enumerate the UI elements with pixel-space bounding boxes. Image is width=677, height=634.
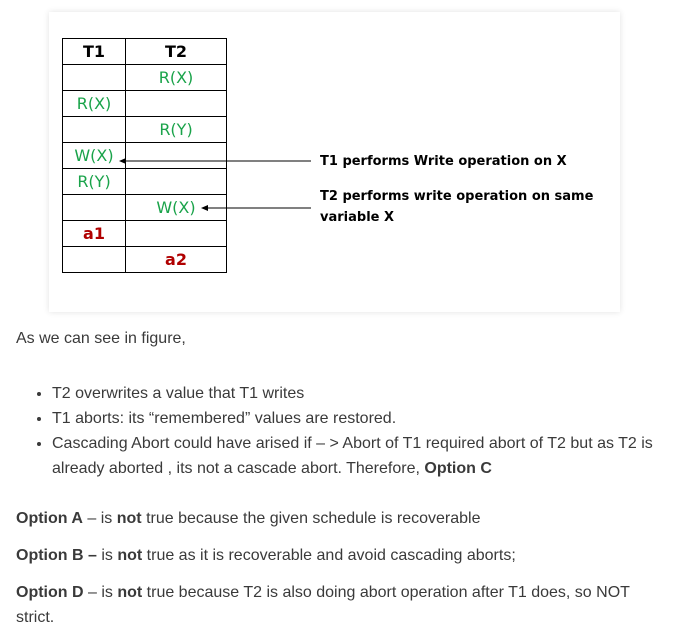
option-b-sep: is [96,547,118,564]
bullet-text: T1 aborts: its “remembered” values are restored. [52,410,397,427]
cell-t1: R(Y) [63,169,126,195]
cell-t1: R(X) [63,91,126,117]
list-item [52,406,672,431]
option-d-sep: – is [83,584,118,601]
cell-t2: a2 [126,247,227,273]
cell-t1: a1 [63,221,126,247]
header-t2: T2 [126,39,227,65]
header-t1: T1 [63,39,126,65]
arrow-head-1 [119,158,126,164]
list-item [52,381,672,406]
note-t1-write: T1 performs Write operation on X [320,154,567,169]
bullet-list [16,381,672,481]
cell-t2: R(X) [126,65,227,91]
schedule-figure [49,12,620,312]
list-item [52,431,672,481]
arrow-head-2 [201,205,208,211]
option-d-rest: true because T2 is also doing abort operation after T1 does, so NOT strict. [16,584,630,626]
note-t2-write-line1: T2 performs write operation on same [320,189,594,204]
option-d-label: Option D [16,584,84,601]
cell-t2: W(X) [126,195,227,221]
cell-t1: W(X) [63,143,126,169]
option-b-rest: true as it is recoverable and avoid cascading aborts; [142,547,516,564]
option-d-not: not [117,584,143,601]
option-a-label: Option A [16,510,83,527]
bullet-text: Cascading Abort could have arised if – > Abort of T1 required abort of T2 but as T2 is already aborted , its not a cascade abort. Therefore, [52,435,653,477]
option-b-label: Option B – [16,547,97,564]
option-b-line [16,543,516,568]
cell-t2: R(Y) [126,117,227,143]
option-a-not: not [116,510,142,527]
option-a-rest: true because the given schedule is recoverable [141,510,481,527]
bullet-text: T2 overwrites a value that T1 writes [52,385,305,402]
option-a-sep: – is [82,510,117,527]
note-t2-write-line2: variable X [320,210,395,225]
option-d-line [16,580,636,630]
option-a-line [16,506,481,531]
option-c-bold: Option C [424,460,492,477]
intro-text: As we can see in figure, [16,330,186,347]
option-b-not: not [117,547,143,564]
